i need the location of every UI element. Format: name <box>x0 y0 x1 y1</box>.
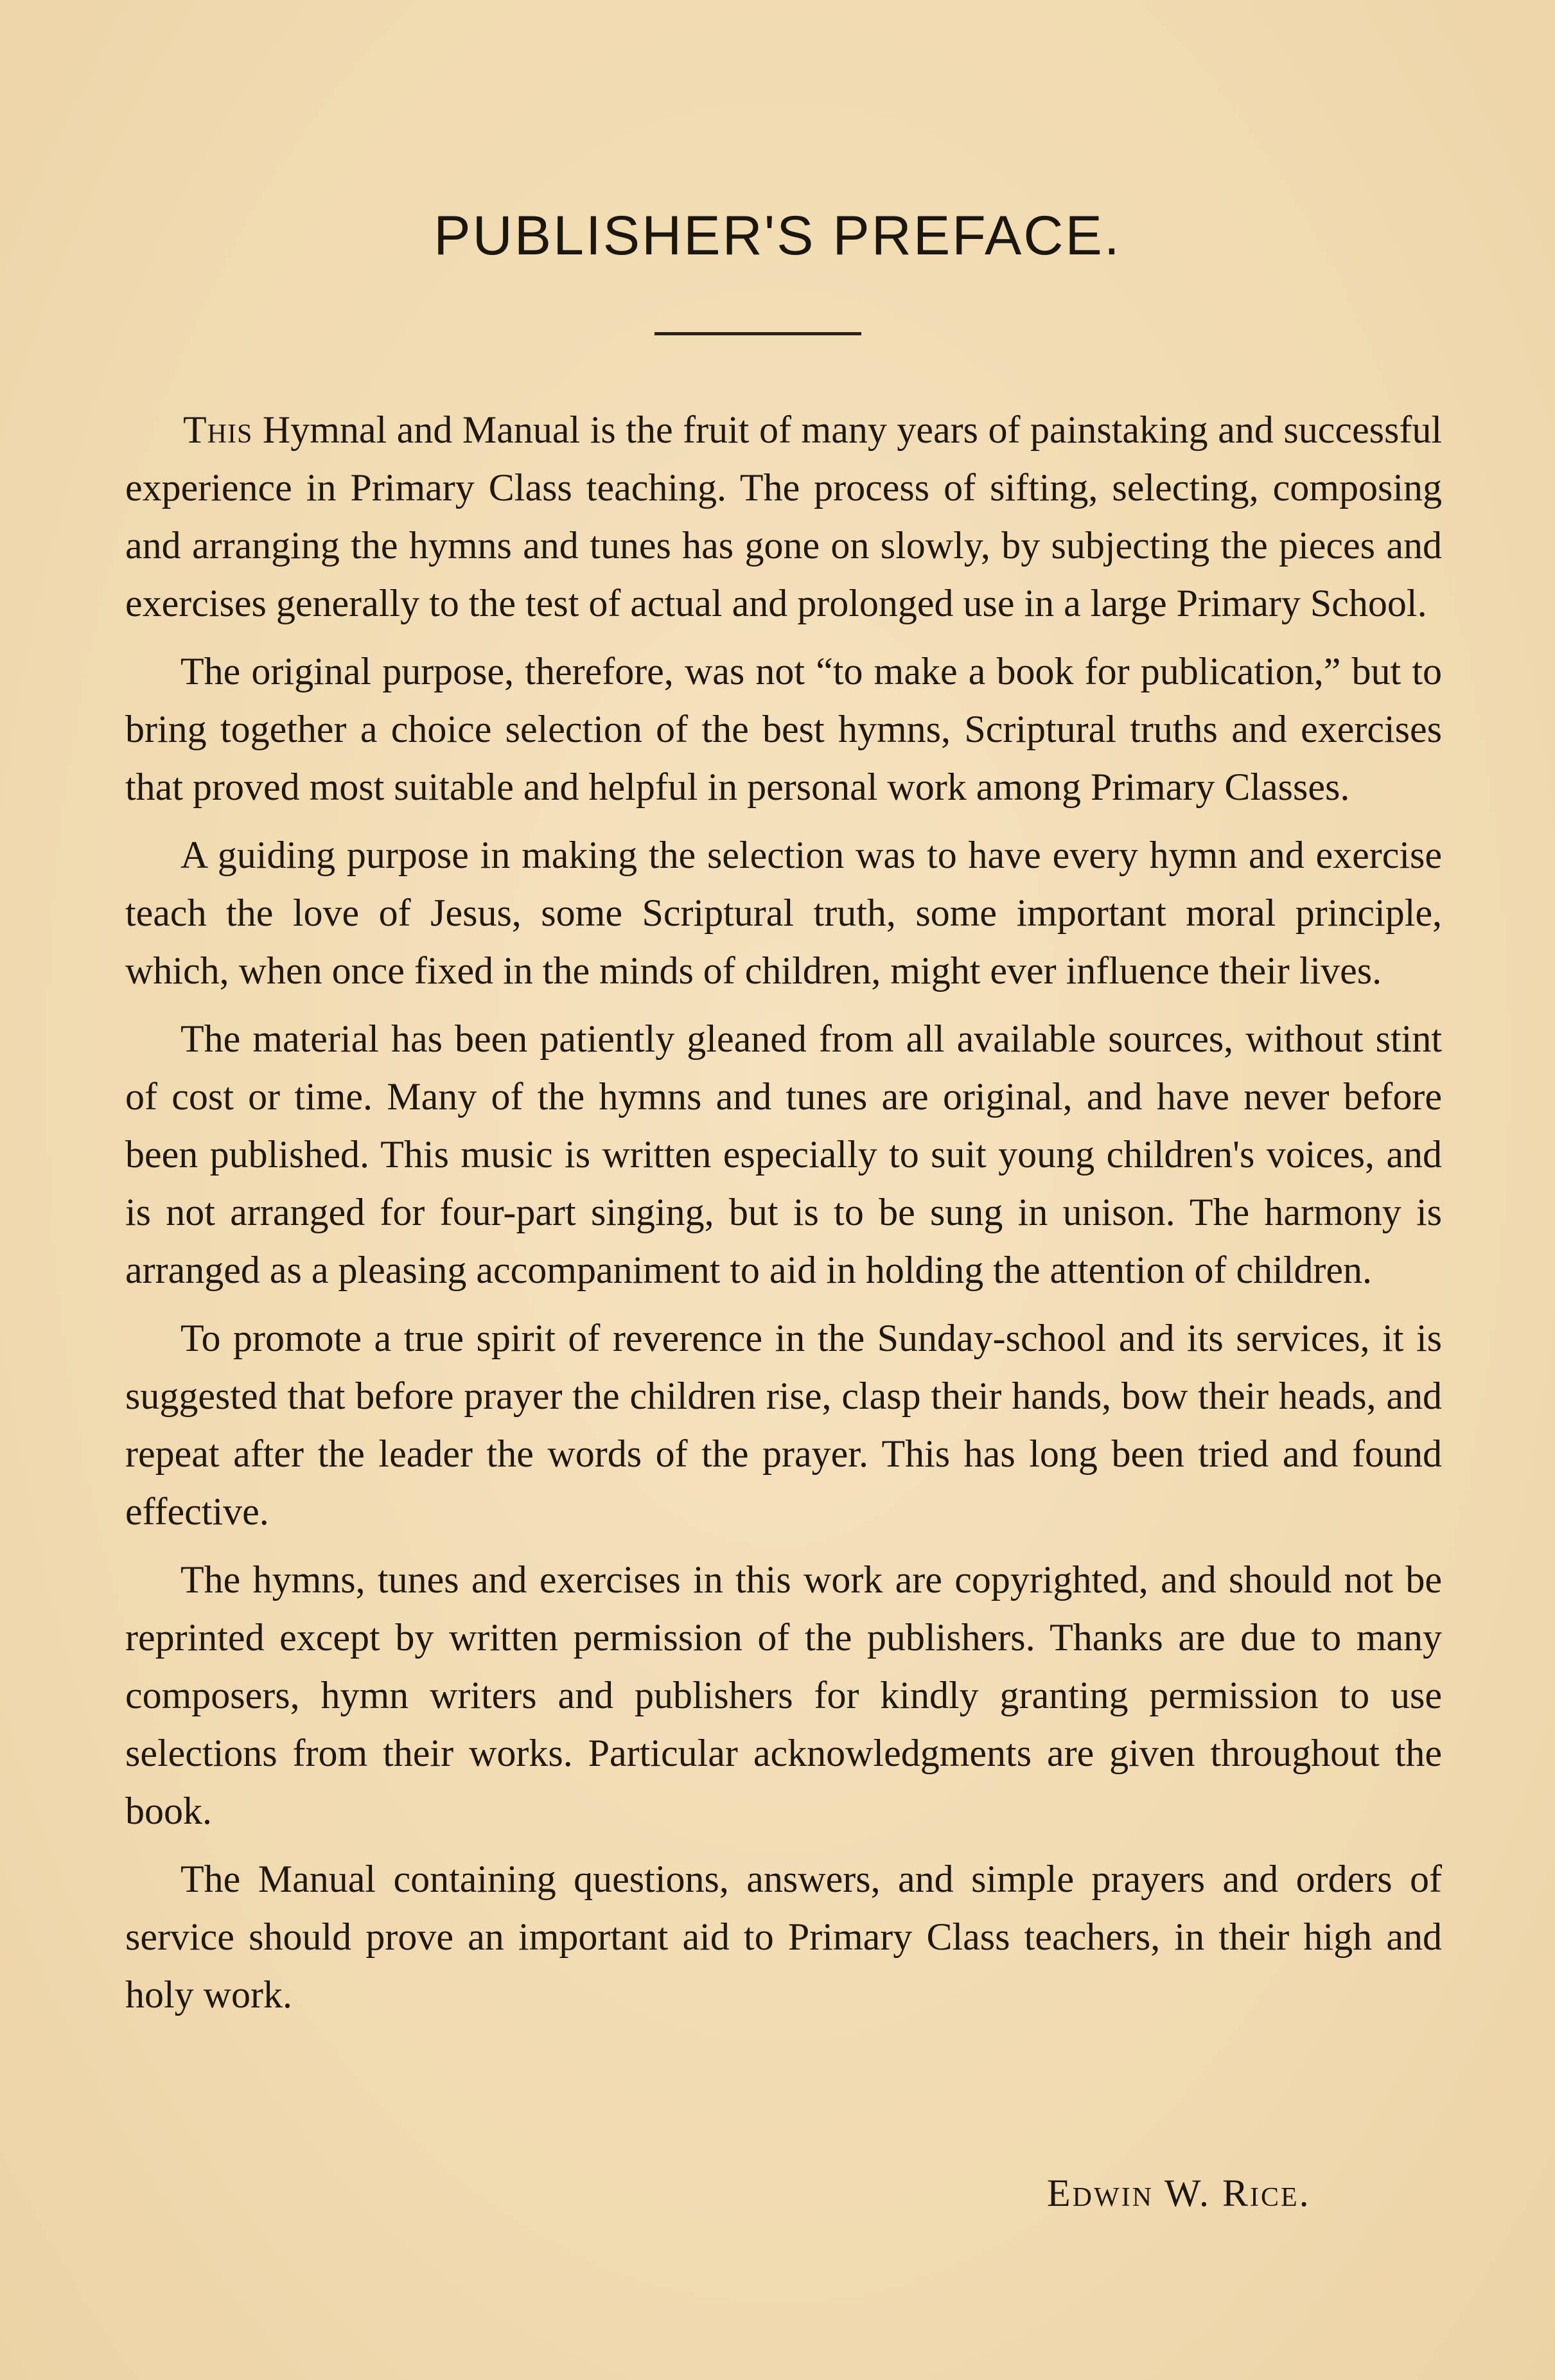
paragraph-2: The original purpose, therefore, was not “to make a book for publication,” but to bring together a choice selection of the best hymns, Scriptural truths and exercises that proved most suitable and helpful in personal work among Primary Classes. <box>125 650 1442 808</box>
preface-body <box>125 401 1442 2034</box>
paragraph-5: To promote a true spirit of reverence in the Sunday-school and its services, it is suggested that before prayer the children rise, clasp their hands, bow their heads, and repeat after the leader the words of the prayer. This has long been tried and found effective. <box>125 1317 1442 1533</box>
paragraph-7: The Manual containing questions, answers, and simple prayers and orders of service should prove an important aid to Primary Class teachers, in their high and holy work. <box>125 1858 1442 2016</box>
paragraph-3: A guiding purpose in making the selection was to have every hymn and exercise teach the love of Jesus, some Scriptural truth, some important moral principle, which, when once fixed in the minds of children, might ever influence their lives. <box>125 834 1442 992</box>
paragraph-1 <box>125 401 1442 632</box>
first-word: This <box>183 409 253 451</box>
title-divider <box>655 332 861 335</box>
paragraph-6: The hymns, tunes and exercises in this work are copyrighted, and should not be reprinted except by written permission of the publishers. Thanks are due to many composers, hymn writers and publishers for kindly granting permission to use selections from their works. Particular acknowledgments are given throughout the book. <box>125 1558 1442 1832</box>
signature: Edwin W. Rice. <box>1047 2172 1311 2214</box>
page-title: PUBLISHER'S PREFACE. <box>434 205 1121 267</box>
paragraph-4: The material has been patiently gleaned from all available sources, without stint of cost or time. Many of the hymns and tunes are original, and have never before been published. This music is written especially to suit young children's voices, and is not arranged for four-part singing, but is to be sung in unison. The harmony is arranged as a pleasing accompaniment to aid in holding the attention of children. <box>125 1018 1442 1291</box>
paragraph-1-text: Hymnal and Manual is the fruit of many years of painstaking and successful experience in Primary Class teaching. The process of sifting, selecting, composing and arranging the hymns and tunes has gone on slowly, by subjecting the pieces and exercises generally to the test of actual and prolonged use in a large Primary School. <box>125 409 1442 624</box>
